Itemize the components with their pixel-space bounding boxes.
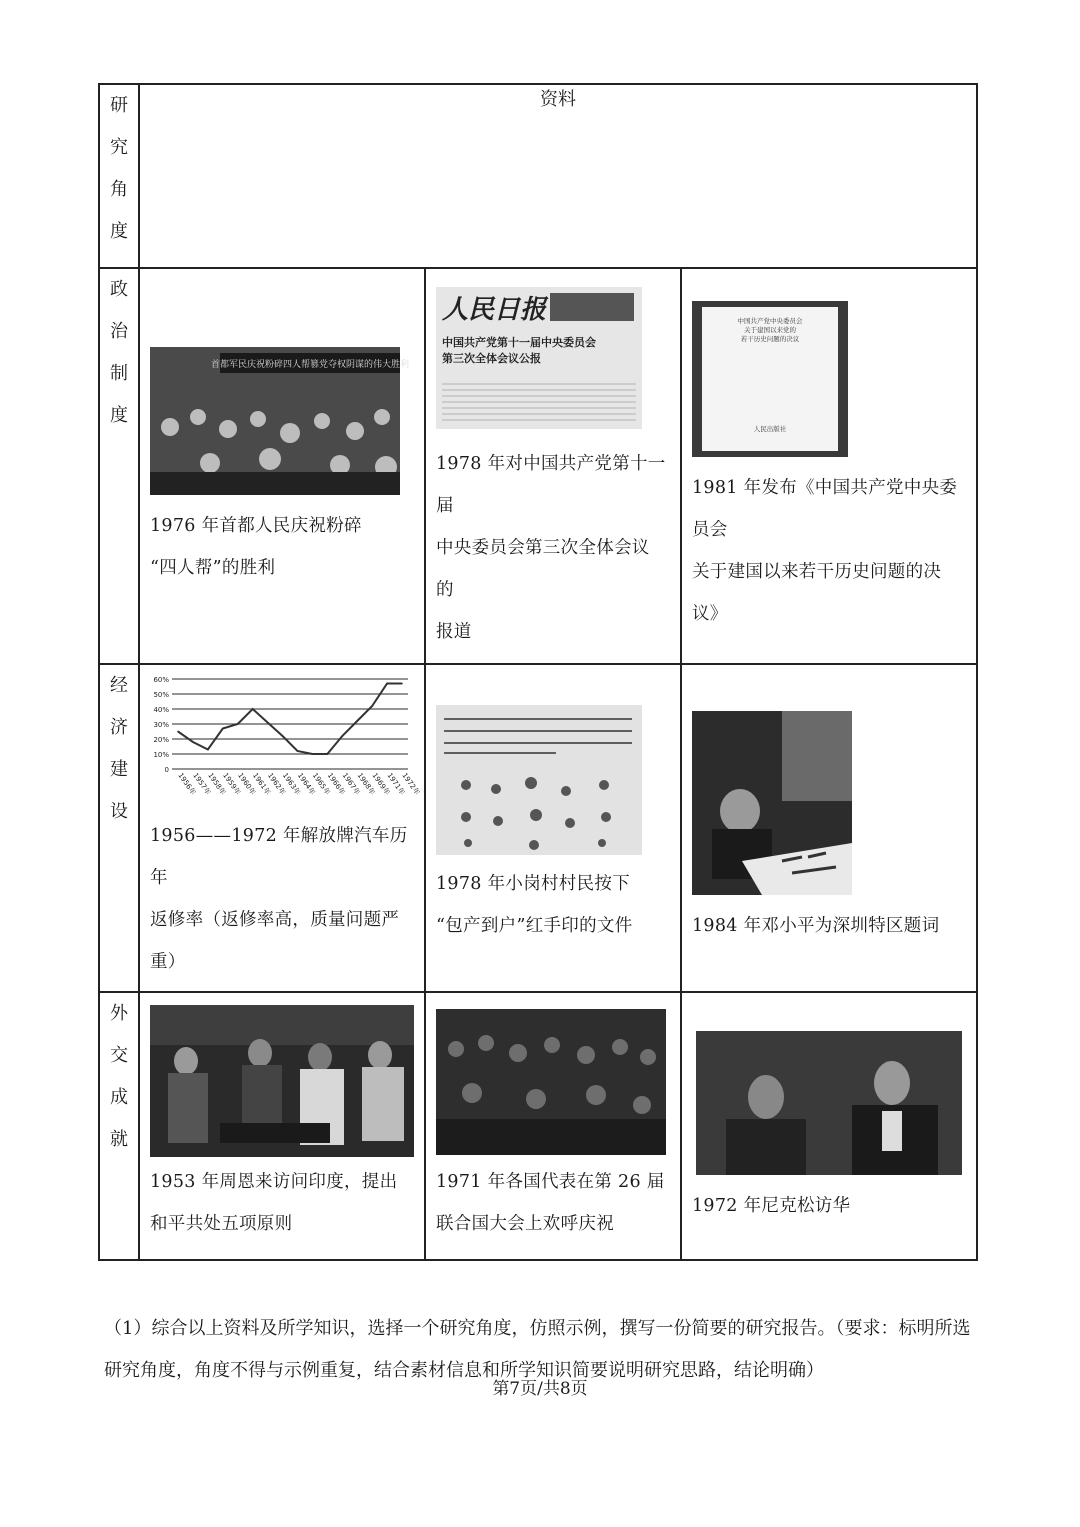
data-point (237, 723, 239, 725)
cell-1972-nixon-visit (681, 992, 977, 1260)
cell-1978-plenum-report (425, 268, 681, 664)
x-tick-label: 1965年 (310, 771, 332, 797)
repair-rate-line-chart (146, 671, 422, 825)
data-point (192, 741, 194, 743)
x-tick-label: 1959年 (221, 771, 242, 797)
y-tick-label: 50% (153, 691, 169, 699)
x-tick-label: 1972年 (400, 771, 422, 797)
x-tick-label: 1971年 (385, 771, 407, 797)
x-tick-label: 1964年 (295, 771, 317, 797)
data-point (312, 753, 314, 755)
caption: 1978 年对中国共产党第十一 届 中央委员会第三次全体会议 的 报道 (436, 454, 666, 642)
header-material-cell: 资料 (139, 84, 977, 268)
angle-politics: 政 治 制 度 (99, 268, 139, 664)
caption: 1972 年尼克松访华 (692, 1196, 851, 1216)
data-point (386, 683, 388, 685)
x-tick-label: 1957年 (191, 771, 213, 797)
data-point (297, 750, 299, 752)
y-tick-label: 40% (153, 706, 169, 714)
x-tick-label: 1958年 (206, 771, 228, 797)
deng-inscription-photo (692, 711, 852, 895)
x-tick-label: 1969年 (370, 771, 392, 797)
cell-1953-zhou-india (139, 992, 425, 1260)
data-point (401, 683, 403, 685)
y-tick-label: 0 (164, 766, 169, 774)
x-tick-label: 1967年 (340, 771, 362, 797)
caption: 1971 年各国代表在第 26 届 联合国大会上欢呼庆祝 (436, 1172, 665, 1234)
cell-1981-resolution (681, 268, 977, 664)
data-point (371, 705, 373, 707)
caption: 1956——1972 年解放牌汽车历 年 返修率（返修率高，质量问题严 重） (150, 826, 408, 972)
caption: 1981 年发布《中国共产党中央委 员会 关于建国以来若干历史问题的决 议》 (692, 478, 958, 624)
book-cover-image: 中国共产党中央委员会 关于建国以来党的 若干历史问题的决议 人民出版社 (692, 301, 848, 457)
red-fingerprint-document-image (436, 705, 642, 855)
cell-1984-deng-inscription (681, 664, 977, 992)
y-tick-label: 10% (153, 751, 169, 759)
masthead: 人民日报 (442, 295, 547, 325)
caption: 1953 年周恩来访问印度，提出 和平共处五项原则 (150, 1172, 398, 1234)
banner-text: 首都军民庆祝粉碎四人帮篡党夺权阴谋的伟大胜利 (210, 360, 410, 370)
data-point (222, 728, 224, 730)
data-point (327, 753, 329, 755)
material-table (98, 83, 978, 1261)
cell-xiaogang-document (425, 664, 681, 992)
x-tick-label: 1960年 (236, 771, 257, 797)
nixon-visit-photo (696, 1031, 962, 1175)
newspaper-image: 人民日报 中国共产党第十一届中央委员会 第三次全体会议公报 (436, 287, 642, 429)
data-point (207, 749, 209, 751)
x-tick-label: 1956年 (176, 771, 198, 797)
crowd-illustration (150, 347, 410, 495)
data-point (177, 731, 179, 733)
cell-1976-gang-of-four (139, 268, 425, 664)
header-angle-cell: 研 究 角 度 (99, 84, 139, 268)
caption: 1984 年邓小平为深圳特区题词 (692, 916, 940, 936)
caption: 1978 年小岗村村民按下 “包产到户”红手印的文件 (436, 874, 633, 936)
y-tick-label: 60% (153, 676, 169, 684)
zhou-enlai-india-photo (150, 1005, 414, 1157)
page-footer: 第7页/共8页 (492, 1379, 588, 1399)
x-tick-label: 1968年 (355, 771, 377, 797)
y-tick-label: 30% (153, 721, 169, 729)
x-tick-label: 1963年 (280, 771, 302, 797)
y-tick-label: 20% (153, 736, 169, 744)
angle-diplomacy: 外 交 成 就 (99, 992, 139, 1260)
data-point (282, 735, 284, 737)
x-tick-label: 1961年 (251, 771, 272, 797)
photo-crowd-celebration (150, 347, 410, 495)
data-point (341, 735, 343, 737)
x-tick-label: 1962年 (265, 771, 287, 797)
data-point (267, 722, 269, 724)
cell-truck-repair-chart (139, 664, 425, 992)
data-point (252, 708, 254, 710)
question-1: （1）综合以上资料及所学知识，选择一个研究角度，仿照示例，撰写一份简要的研究报告。（要求：标明所选研究角度，角度不得与示例重复，结合素材信息和所学知识简要说明研究思路，结论明确） (104, 1318, 971, 1381)
angle-economy: 经 济 建 设 (99, 664, 139, 992)
x-tick-label: 1966年 (325, 771, 347, 797)
cell-1971-un-assembly (425, 992, 681, 1260)
caption: 1976 年首都人民庆祝粉碎 “四人帮”的胜利 (150, 516, 362, 578)
un-assembly-photo (436, 1009, 666, 1155)
data-point (356, 720, 358, 722)
